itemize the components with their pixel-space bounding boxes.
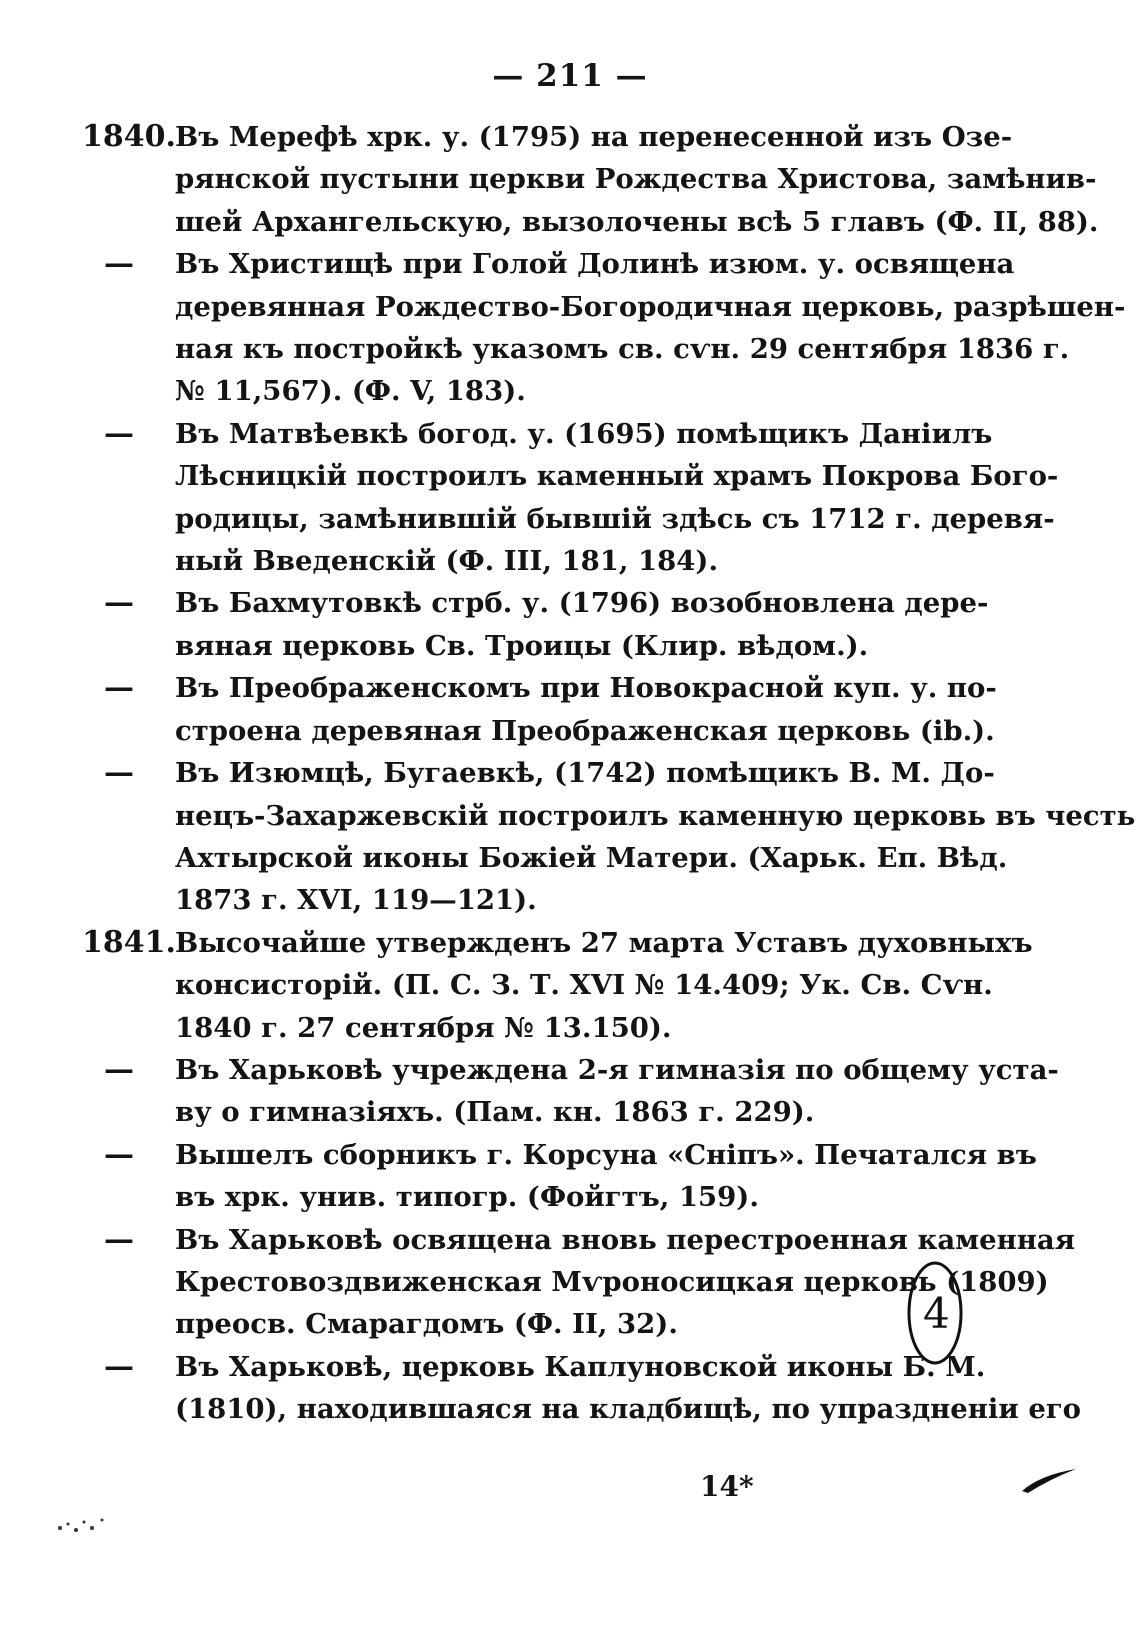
entry-line: Въ Бахмутовкѣ стрб. у. (1796) возобновлена дере- xyxy=(175,587,989,620)
entry-line: консисторій. (П. С. З. Т. XVI № 14.409; Ук. Св. Сѵн. xyxy=(175,969,993,1002)
entry-line: ву о гимназіяхъ. (Пам. кн. 1863 г. 229). xyxy=(175,1096,815,1129)
entry-text xyxy=(175,1219,1076,1346)
chronicle-entry xyxy=(0,752,1140,922)
entry-dash-marker: — xyxy=(104,1051,134,1087)
entry-dash-marker: — xyxy=(104,415,134,451)
entry-line: преосв. Смарагдомъ (Ф. II, 32). xyxy=(175,1308,678,1341)
chronicle-entry xyxy=(0,922,1140,1049)
entry-line: Въ Мерефѣ хрк. у. (1795) на перенесенной изъ Озе- xyxy=(175,121,1013,153)
chronicle-entry xyxy=(0,1134,1140,1219)
entry-line: Высочайше утвержденъ 27 марта Уставъ духовныхъ xyxy=(175,926,1033,959)
entry-line: Въ Христищѣ при Голой Долинѣ изюм. у. освящена xyxy=(175,248,1015,281)
entry-dash-marker: — xyxy=(104,1348,134,1384)
entry-dash-marker: — xyxy=(104,670,134,706)
chronicle-entry xyxy=(0,413,1140,583)
entry-line: (1810), находившаяся на кладбищѣ, по упраздненіи его xyxy=(175,1393,1082,1426)
entry-line: деревянная Рождество-Богородичная церковь, разрѣшен- xyxy=(175,290,1126,323)
chronicle-entry xyxy=(0,667,1140,752)
entry-dash-marker: — xyxy=(104,1221,134,1257)
entry-text xyxy=(175,1134,1037,1219)
entry-text xyxy=(175,413,1059,583)
ink-specks-decoration xyxy=(50,1510,120,1540)
entry-line: № 11,567). (Ф. V, 183). xyxy=(175,375,526,408)
entry-line: въ хрк. унив. типогр. (Фойгтъ, 159). xyxy=(175,1181,759,1214)
printer-signature: 14* xyxy=(700,1470,754,1503)
entry-text xyxy=(175,1346,1082,1431)
entry-line: Въ Харьковѣ учреждена 2-я гимназія по общему уста- xyxy=(175,1053,1059,1086)
entry-text xyxy=(175,752,1136,922)
handwritten-circled-number xyxy=(905,1258,965,1368)
entry-line: вяная церковь Св. Троицы (Клир. вѣдом.). xyxy=(175,629,869,662)
chronicle-entry xyxy=(0,116,1140,243)
entry-text xyxy=(175,1049,1059,1134)
entry-line: шей Архангельскую, вызолочены всѣ 5 главъ (Ф. II, 88). xyxy=(175,205,1099,238)
chronicle-entries xyxy=(0,116,1140,1431)
entry-text xyxy=(175,243,1126,413)
entry-line: рянской пустыни церкви Рождества Христова, замѣнив- xyxy=(175,163,1097,196)
entry-line: Крестовоздвиженская Мѵроносицкая церковь (1809) xyxy=(175,1265,1049,1298)
entry-dash-marker: — xyxy=(104,246,134,282)
entry-line: строена деревяная Преображенская церковь (ib.). xyxy=(175,714,995,747)
entry-line: Въ Харьковѣ освящена вновь перестроенная каменная xyxy=(175,1223,1076,1256)
entry-dash-marker: — xyxy=(104,755,134,791)
entry-line: Въ Матвѣевкѣ богод. у. (1695) помѣщикъ Даніилъ xyxy=(175,417,993,450)
entry-line: Въ Изюмцѣ, Бугаевкѣ, (1742) помѣщикъ В. М. До- xyxy=(175,757,995,790)
chronicle-entry xyxy=(0,1219,1140,1346)
entry-line: Лѣсницкій построилъ каменный храмъ Покрова Бого- xyxy=(175,460,1059,493)
entry-line: Въ Харьковѣ, церковь Каплуновской иконы Б. М. xyxy=(175,1350,986,1383)
entry-year: 1840. xyxy=(82,119,176,154)
page-number: — 211 — xyxy=(492,58,648,94)
entry-line: нецъ-Захаржевскій построилъ каменную церковь въ честь xyxy=(175,799,1136,832)
entry-year: 1841. xyxy=(82,924,176,960)
chronicle-entry xyxy=(0,243,1140,413)
entry-line: 1840 г. 27 сентября № 13.150). xyxy=(175,1011,672,1044)
entry-line: 1873 г. XVI, 119—121). xyxy=(175,884,537,917)
entry-text xyxy=(175,116,1099,243)
entry-line: ная къ постройкѣ указомъ св. сѵн. 29 сентября 1836 г. xyxy=(175,333,1070,366)
entry-dash-marker: — xyxy=(104,585,134,621)
entry-text xyxy=(175,582,989,667)
entry-dash-marker: — xyxy=(104,1136,134,1172)
handwritten-mark-text: 4 xyxy=(923,1289,950,1338)
entry-line: родицы, замѣнившій бывшій здѣсь съ 1712 г. деревя- xyxy=(175,502,1055,535)
entry-line: Вышелъ сборникъ г. Корсуна «Снiпъ». Печатался въ xyxy=(175,1138,1037,1171)
entry-text xyxy=(175,922,1033,1049)
entry-line: Въ Преображенскомъ при Новокрасной куп. у. по- xyxy=(175,672,997,705)
chronicle-entry xyxy=(0,1049,1140,1134)
chronicle-entry xyxy=(0,1346,1140,1431)
ink-stroke-decoration xyxy=(1020,1465,1080,1495)
chronicle-entry xyxy=(0,582,1140,667)
entry-text xyxy=(175,667,997,752)
entry-line: ный Введенскій (Ф. III, 181, 184). xyxy=(175,545,719,578)
entry-line: Ахтырской иконы Божіей Матери. (Харьк. Еп. Вѣд. xyxy=(175,841,1008,874)
